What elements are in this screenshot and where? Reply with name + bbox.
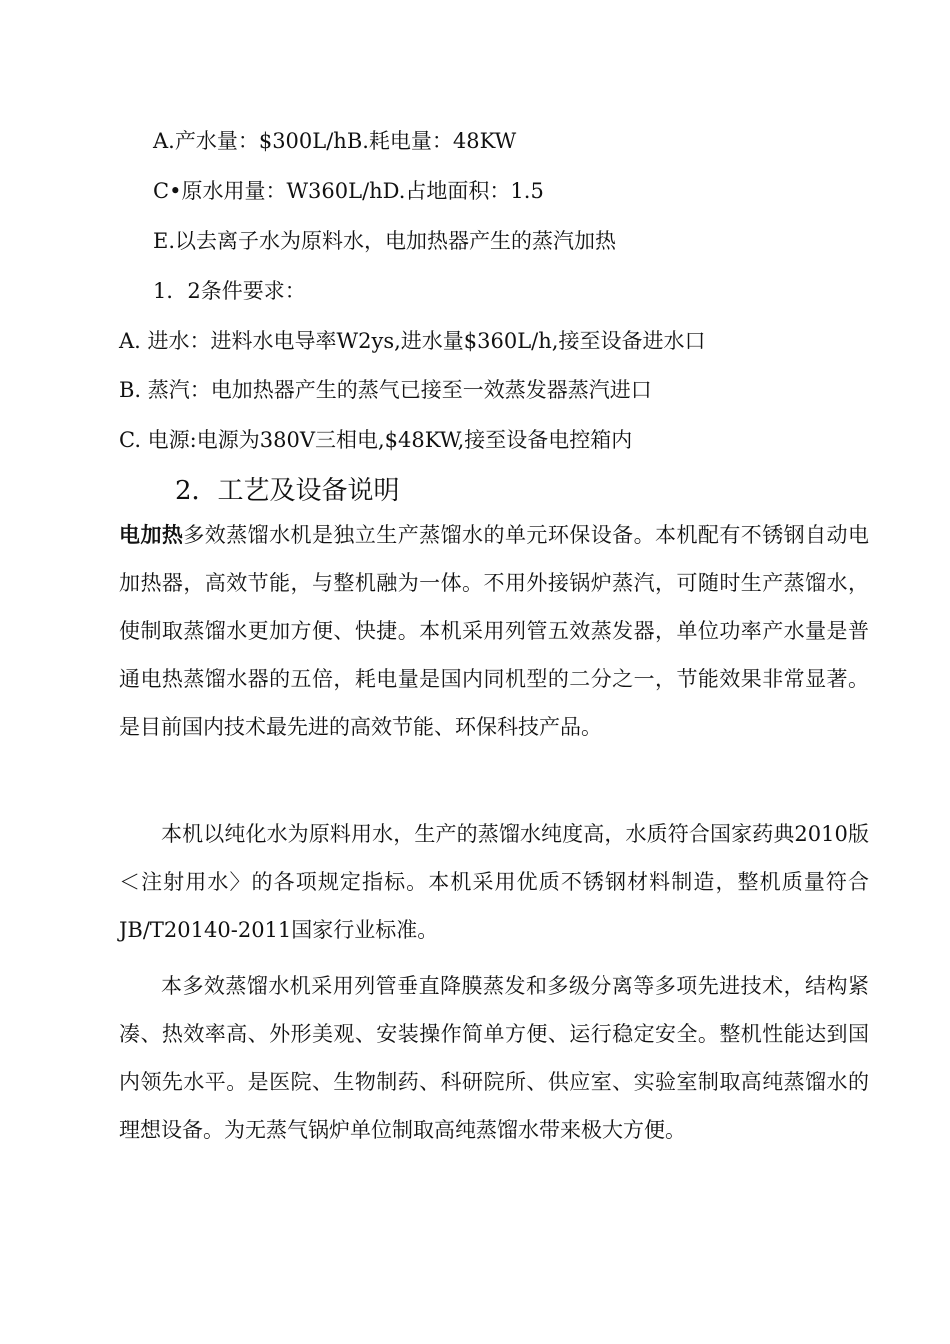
spec-line-feed-heating: E.以去离子水为原料水，电加热器产生的蒸汽加热 xyxy=(153,229,617,253)
spec-line-raw-water-area: C•原水用量：W360L/hD.占地面积：1.5 xyxy=(153,179,544,203)
requirement-steam: B. 蒸汽：电加热器产生的蒸气已接至一效蒸发器蒸汽进口 xyxy=(119,378,652,402)
paragraph-quality: 本机以纯化水为原料用水，生产的蒸馏水纯度高，水质符合国家药典2010版＜注射用水〉的各项规定指标。本机采用优质不锈钢材料制造，整机质量符合JB/T20140-2011国家行业标准。 xyxy=(119,822,869,942)
spec-line-output-power: A.产水量：$300L/hB.耗电量：48KW xyxy=(153,129,517,153)
requirement-water-inlet: A. 进水：进料水电导率W2ys,进水量$360L/h,接至设备进水口 xyxy=(119,329,706,353)
paragraph-intro xyxy=(119,511,869,751)
paragraph-technology: 本多效蒸馏水机采用列管垂直降膜蒸发和多级分离等多项先进技术，结构紧凑、热效率高、外形美观、安装操作简单方便、运行稳定安全。整机性能达到国内领先水平。是医院、生物制药、科研院所、供应室、实验室制取高纯蒸馏水的理想设备。为无蒸气锅炉单位制取高纯蒸馏水带来极大方便。 xyxy=(119,974,869,1142)
requirement-power: C. 电源:电源为380V三相电,$48KW,接至设备电控箱内 xyxy=(119,428,633,452)
paragraph-intro-body: 多效蒸馏水机是独立生产蒸馏水的单元环保设备。本机配有不锈钢自动电加热器，高效节能，与整机融为一体。不用外接锅炉蒸汽，可随时生产蒸馏水，使制取蒸馏水更加方便、快捷。本机采用列管五效蒸发器，单位功率产水量是普通电热蒸馏水器的五倍，耗电量是国内同机型的二分之一，节能效果非常显著。是目前国内技术最先进的高效节能、环保科技产品。 xyxy=(119,523,870,739)
requirements-title: 1．2条件要求： xyxy=(153,279,306,303)
paragraph-intro-lead: 电加热 xyxy=(119,522,184,547)
section-heading: 2．工艺及设备说明 xyxy=(175,476,400,506)
